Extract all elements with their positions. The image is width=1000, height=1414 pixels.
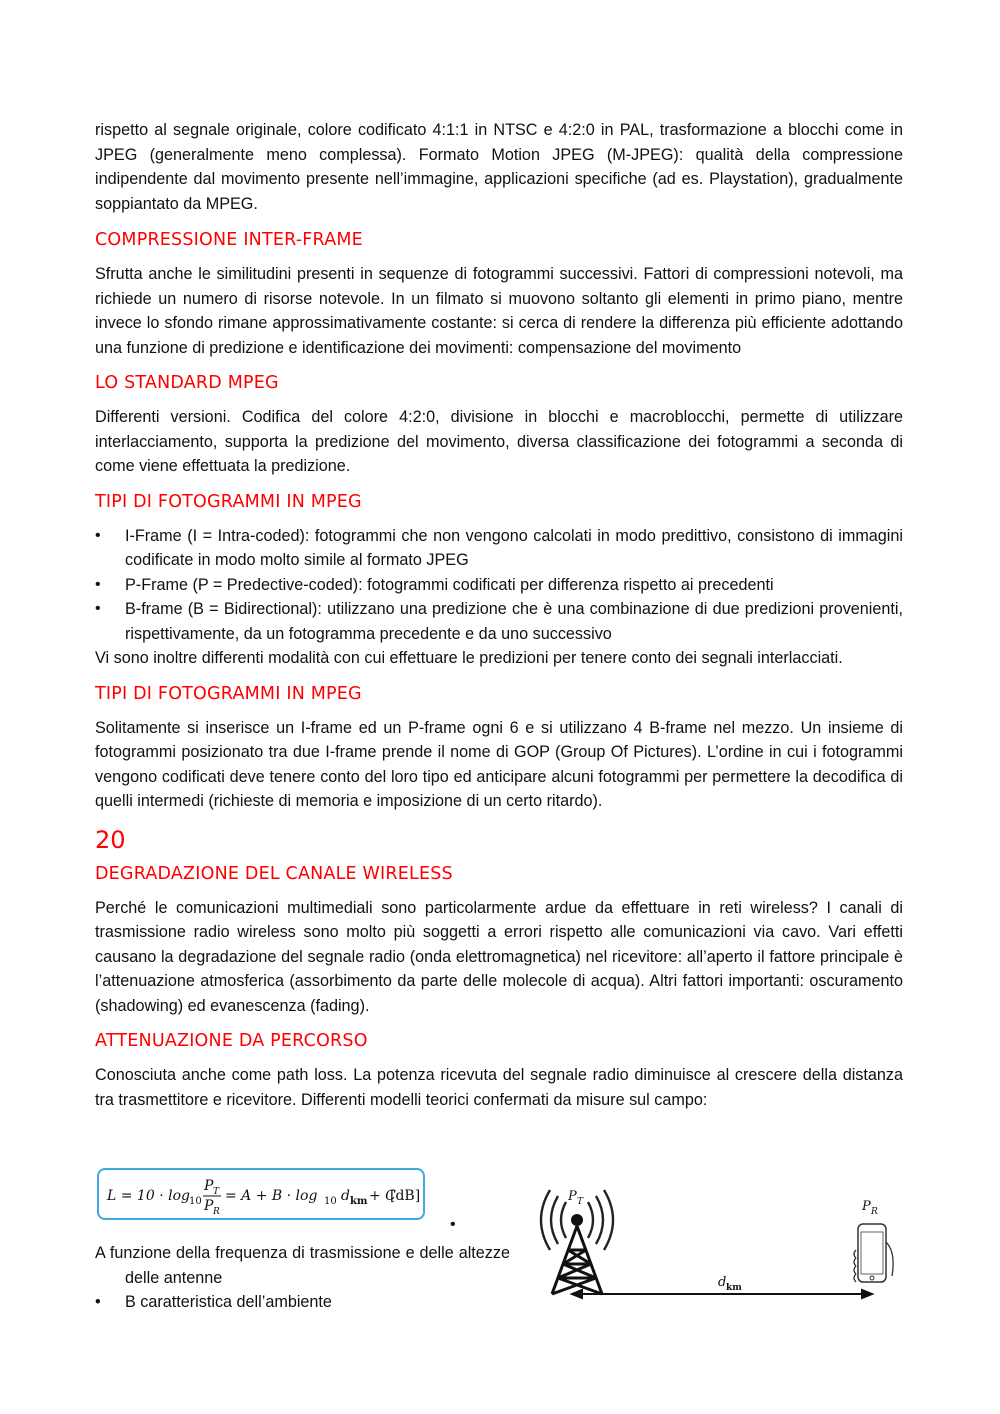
phone-icon <box>854 1224 893 1282</box>
path-loss-figure <box>530 1180 910 1315</box>
definition-b <box>95 1290 510 1315</box>
rx-label-sub: R <box>871 1207 878 1217</box>
inter-frame-paragraph: Sfrutta anche le similitudini presenti in sequenze di fotogrammi successivi. Fattori di compressioni notevoli, ma richiede un numero di risorse notevole. In un filmato si muovono soltanto gli elementi in primo piano, mentre invece lo sfondo rimane approssimativamente costante: si cerca di rendere la differenza più efficiente adottando una funzione di predizione e identificazione dei movimenti: compensazione del movimento <box>95 265 903 357</box>
heading-mpeg-standard: LO STANDARD MPEG <box>95 373 279 393</box>
gop-paragraph: Solitamente si inserisce un I-frame ed un P-frame ogni 6 e si utilizzano 4 B-frame nel mezzo. Un insieme di fotogrammi posizionato tra due I-frame prende il nome di GOP (Group Of Pictures). L’ordine in cui i fotogrammi vengono codificati deve tenere conto del loro tipo ed anticipare alcuni fotogrammi per permettere la decodifica di quelli intermedi (richieste di memoria e imposizione di un certo ritardo). <box>95 718 903 810</box>
tx-label: P <box>568 1189 577 1204</box>
tx-label-sub: T <box>577 1197 584 1207</box>
formula-rhs-end: + C <box>369 1188 396 1204</box>
distance-arrow-icon <box>572 1290 872 1298</box>
document-page <box>95 118 903 1112</box>
heading-wireless: DEGRADAZIONE DEL CANALE WIRELESS <box>95 863 453 884</box>
intro-paragraph: rispetto al segnale originale, colore codificato 4:1:1 in NTSC e 4:2:0 in PAL, trasformazione a blocchi come in JPEG (generalmente meno complessa). Formato Motion JPEG (M-JPEG): qualità della compressione indipendente dal movimento presente nell’immagine, applicazioni specifiche (ad es. Playstation), gradualmente soppiantato da MPEG. <box>95 121 903 213</box>
formula-log-base: 10 <box>189 1196 202 1207</box>
definition-a-text: A funzione della frequenza di trasmissione e delle altezze delle antenne <box>95 1244 510 1287</box>
formula-frac-den-sub: R <box>213 1207 220 1217</box>
heading-frame-types-2: TIPI DI FOTOGRAMMI IN MPEG <box>95 683 362 704</box>
rx-label: P <box>862 1199 871 1214</box>
formula-unit: [dB] <box>390 1188 421 1204</box>
tower-icon <box>552 1226 602 1294</box>
heading-path-loss: ATTENUAZIONE DA PERCORSO <box>95 1031 368 1051</box>
formula-frac-num-sub: T <box>213 1187 220 1197</box>
list-item: • I-Frame (I = Intra-coded): fotogrammi che non vengono calcolati in modo predittivo, consistono di immagini codificate in modo molto simile al formato JPEG <box>95 524 903 573</box>
list-item: • B-frame (B = Bidirectional): utilizzano una predizione che è una combinazione di due predizioni provenienti, rispettivamente, da un fotogramma precedente e da uno successivo <box>95 597 903 646</box>
formula-frac-den: P <box>204 1198 214 1214</box>
definition-a <box>95 1241 510 1290</box>
path-loss-paragraph: Conosciuta anche come path loss. La potenza ricevuta del segnale radio diminuisce al crescere della distanza tra trasmettitore e ricevitore. Differenti modelli teorici confermati da misure sul campo: <box>95 1066 903 1109</box>
mpeg-standard-paragraph: Differenti versioni. Codifica del colore 4:2:0, divisione in blocchi e macroblocchi, permette di utilizzare interlacciamento, supporta la predizione del movimento, diversa classificazione dei fotogrammi a seconda di come viene effettuata la predizione. <box>95 408 903 475</box>
heading-frame-types: TIPI DI FOTOGRAMMI IN MPEG <box>95 491 362 512</box>
formula-rhs-start: = A + B · log <box>225 1188 318 1204</box>
bullet-marker: • <box>95 1293 101 1311</box>
formula-rhs-base: 10 <box>324 1196 337 1207</box>
distance-label: d <box>718 1275 727 1290</box>
frame-types-list <box>95 524 903 647</box>
frame-types-note: Vi sono inoltre differenti modalità con cui effettuare le predizioni per tenere conto dei segnali interlacciati. <box>95 649 843 667</box>
wireless-paragraph: Perché le comunicazioni multimediali sono particolarmente ardue da effettuare in reti wireless? I canali di trasmissione radio wireless sono molto più soggetti a errori rispetto alle comunicazioni via cavo. Vari effetti causano la degradazione del segnale radio (onda elettromagnetica) nel ricevitore: all’aperto il fattore principale è l’attenuazione atmosferica (assorbimento da parte delle molecole di acqua). Altri fattori importanti: oscuramento (shadowing) ed evanescenza (fading). <box>95 898 903 1015</box>
definition-b-text: B caratteristica dell’ambiente <box>125 1293 332 1311</box>
heading-inter-frame: COMPRESSIONE INTER-FRAME <box>95 230 363 250</box>
formula-lhs: L = 10 · log <box>107 1188 190 1204</box>
distance-label-sub: km <box>726 1283 742 1293</box>
path-loss-formula <box>97 1168 425 1220</box>
formula-svg <box>99 1170 423 1218</box>
formula-frac-num: P <box>204 1178 214 1194</box>
stray-bullet: • <box>450 1216 456 1233</box>
chapter-number: 20 <box>95 825 126 854</box>
formula-rhs-var: d <box>341 1188 350 1204</box>
antenna-tip-icon <box>571 1214 583 1226</box>
list-item: • P-Frame (P = Predective-coded): fotogrammi codificati per differenza rispetto ai precedenti <box>95 573 903 598</box>
formula-rhs-var-sub: km <box>350 1196 368 1207</box>
figure-svg <box>530 1180 910 1310</box>
